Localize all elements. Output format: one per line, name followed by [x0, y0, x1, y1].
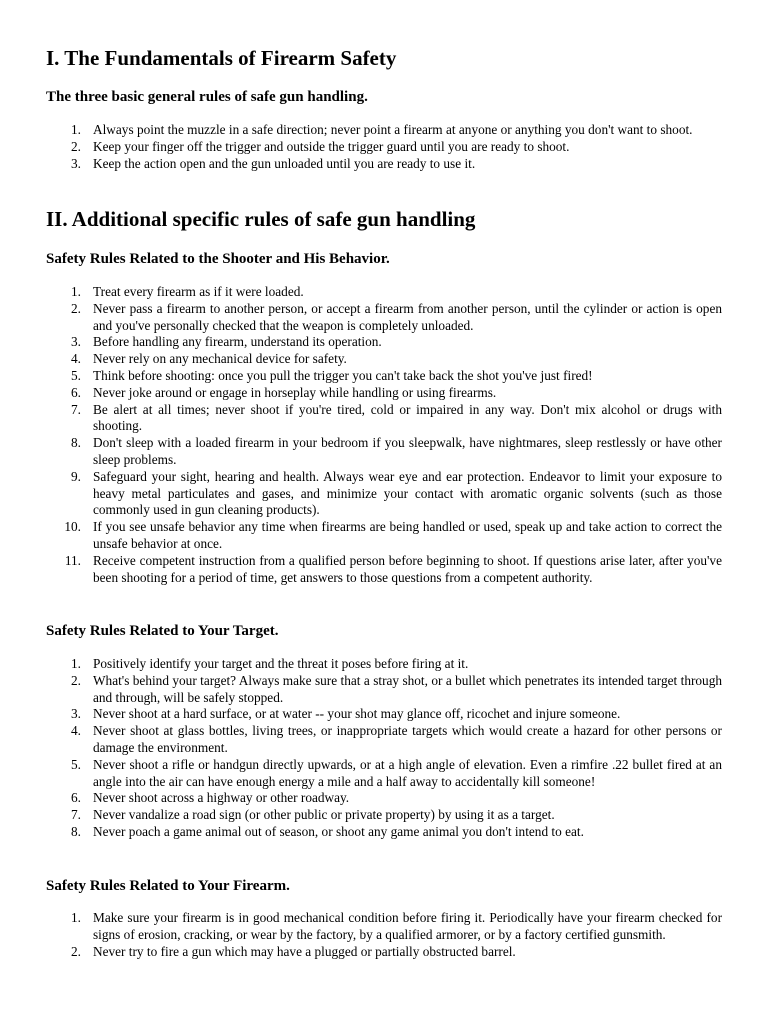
section-1-subtitle: The three basic general rules of safe gun handling. [46, 89, 368, 105]
list-item-number: 1. [71, 910, 81, 925]
list-item-number: 8. [71, 435, 81, 451]
list-item-text: Keep the action open and the gun unloaded until you are ready to use it. [93, 155, 476, 171]
list-item-text: Never shoot a rifle or handgun directly upwards, or at a high angle of elevation. Even a rimfire .22 bullet fired at an angle into the air can have enough energy a mile and a half away to accidentally kill someone! [93, 756, 722, 789]
list-item-text: Safeguard your sight, hearing and health. Always wear eye and ear protection. Endeavor to limit your exposure to heavy metal particulates and gases, and minimize your contact with aromatic organic solvents (such as those commonly used in gun cleaning products). [93, 468, 722, 518]
list-item [46, 673, 722, 707]
list-item-text: Never rely on any mechanical device for safety. [93, 351, 347, 367]
list-item-text: Keep your finger off the trigger and outside the trigger guard until you are ready to shoot. [93, 138, 570, 154]
list-item [46, 368, 722, 385]
list-item [46, 334, 722, 351]
list-item-number: 5. [71, 756, 81, 772]
list-item [46, 723, 722, 757]
list-item-number: 9. [71, 468, 81, 484]
firearm-rules-list [46, 910, 722, 960]
list-item-number: 7. [71, 401, 81, 417]
list-item [46, 469, 722, 519]
list-item-text: What's behind your target? Always make sure that a stray shot, or a bullet which penetrates its intended target through and through, will be safely stopped. [93, 672, 722, 705]
list-item-text: Never poach a game animal out of season, or shoot any game animal you don't intend to eat. [93, 823, 584, 839]
list-item-number: 5. [71, 367, 81, 383]
list-item [46, 351, 722, 368]
list-item-number: 6. [71, 790, 81, 806]
list-item [46, 435, 722, 469]
list-item [46, 385, 722, 402]
list-item-text: Never shoot at a hard surface, or at water -- your shot may glance off, ricochet and injure someone. [93, 706, 621, 722]
list-item [46, 807, 722, 824]
list-item-text: Make sure your firearm is in good mechanical condition before firing it. Periodically have your firearm checked for signs of erosion, cracking, or wear by the factory, by a qualified armorer, or by a factory certified gunsmith. [93, 910, 722, 942]
list-item-number: 2. [71, 138, 81, 154]
list-item-number: 4. [71, 723, 81, 739]
list-item [46, 656, 722, 673]
list-item [46, 944, 722, 961]
list-item-text: Treat every firearm as if it were loaded. [93, 284, 304, 299]
list-item [46, 519, 722, 553]
list-item-number: 3. [71, 706, 81, 722]
list-item-text: Never pass a firearm to another person, or accept a firearm from another person, until the cylinder or action is open and you've personally checked that the weapon is completely unloaded. [93, 300, 722, 333]
shooter-rules-list [46, 284, 722, 586]
list-item-text: If you see unsafe behavior any time when firearms are being handled or used, speak up and take action to correct the unsafe behavior at once. [93, 519, 722, 551]
shooter-rules-heading: Safety Rules Related to the Shooter and His Behavior. [46, 251, 390, 267]
list-item-number: 10. [64, 519, 81, 535]
list-item [46, 156, 722, 173]
list-item-number: 6. [71, 384, 81, 400]
list-item-number: 1. [71, 656, 81, 671]
list-item-text: Never shoot at glass bottles, living trees, or inappropriate targets which would create a hazard for other persons or damage the environment. [93, 723, 722, 755]
list-item-text: Before handling any firearm, understand its operation. [93, 334, 382, 350]
list-item-number: 2. [71, 672, 81, 688]
list-item [46, 284, 722, 301]
list-item-text: Never shoot across a highway or other roadway. [93, 790, 350, 806]
list-item [46, 301, 722, 335]
list-item [46, 824, 722, 841]
list-item [46, 139, 722, 156]
list-item [46, 790, 722, 807]
section-1-title: I. The Fundamentals of Firearm Safety [46, 46, 397, 70]
section-1-list [46, 122, 722, 172]
list-item-text: Don't sleep with a loaded firearm in your bedroom if you sleepwalk, have nightmares, sleep restlessly or have other sleep problems. [93, 435, 722, 467]
list-item [46, 553, 722, 587]
list-item-number: 1. [71, 284, 81, 299]
list-item [46, 910, 722, 944]
list-item-text: Never vandalize a road sign (or other public or private property) by using it as a target. [93, 807, 555, 823]
list-item-text: Never joke around or engage in horseplay while handling or using firearms. [93, 384, 497, 400]
list-item-text: Positively identify your target and the threat it poses before firing at it. [93, 656, 469, 671]
list-item-number: 11. [64, 552, 81, 568]
list-item [46, 122, 722, 139]
target-rules-heading: Safety Rules Related to Your Target. [46, 623, 279, 639]
list-item-text: Never try to fire a gun which may have a plugged or partially obstructed barrel. [93, 943, 516, 959]
target-rules-list [46, 656, 722, 841]
list-item-number: 4. [71, 351, 81, 367]
firearm-rules-heading: Safety Rules Related to Your Firearm. [46, 878, 290, 894]
list-item-number: 3. [71, 334, 81, 350]
list-item [46, 706, 722, 723]
list-item-number: 1. [71, 122, 81, 137]
list-item [46, 402, 722, 436]
list-item-number: 8. [71, 823, 81, 839]
list-item-number: 3. [71, 155, 81, 171]
list-item-text: Always point the muzzle in a safe direction; never point a firearm at anyone or anything you don't want to shoot. [93, 122, 693, 137]
list-item-text: Receive competent instruction from a qualified person before beginning to shoot. If questions arise later, after you've been shooting for a period of time, get answers to those questions from a competent authority. [93, 552, 722, 585]
list-item-number: 2. [71, 943, 81, 959]
list-item-text: Be alert at all times; never shoot if you're tired, cold or impaired in any way. Don't mix alcohol or drugs with shooting. [93, 401, 722, 434]
list-item-text: Think before shooting: once you pull the trigger you can't take back the shot you've just fired! [93, 367, 593, 383]
list-item-number: 2. [71, 300, 81, 316]
list-item [46, 757, 722, 791]
section-2-title: II. Additional specific rules of safe gun handling [46, 207, 476, 231]
list-item-number: 7. [71, 807, 81, 823]
